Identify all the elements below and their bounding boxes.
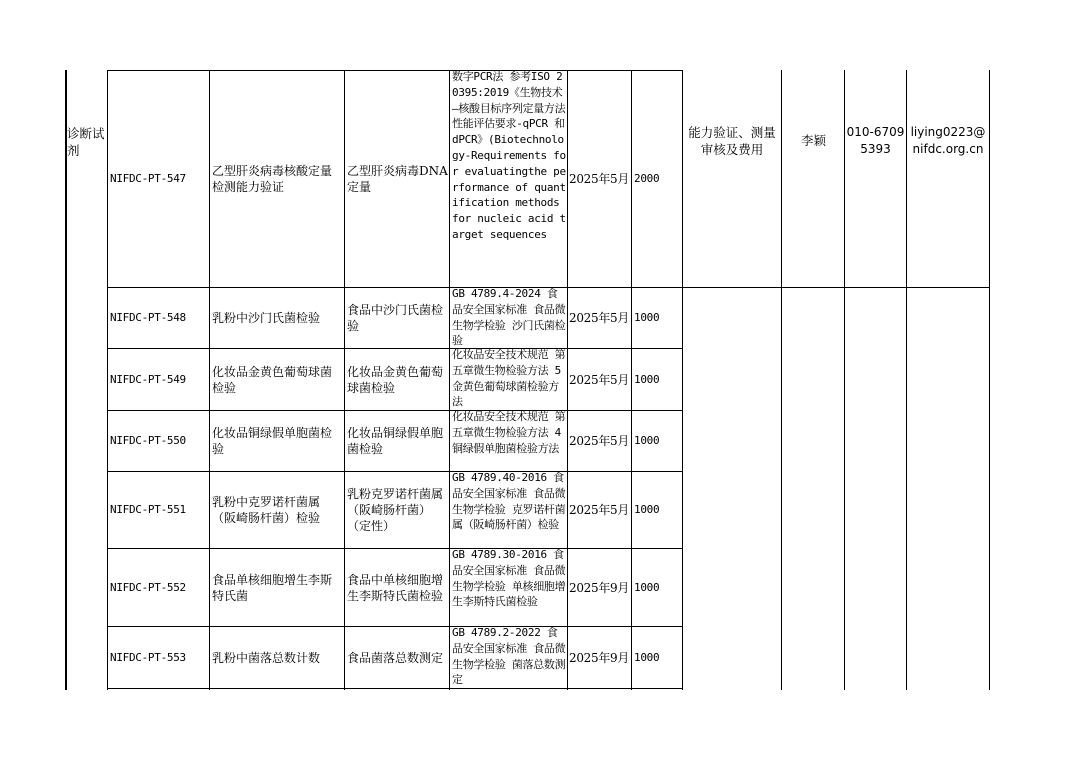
- fee-cell: 1000: [634, 503, 660, 517]
- method-cell: GB 4789.4-2024 食品安全国家标准 食品微生物学检验 沙门氏菌检验: [452, 287, 566, 348]
- contact-cell: [783, 132, 844, 149]
- date-cell: 2025年5月: [569, 172, 630, 186]
- phone-number: 010-67095393: [846, 125, 905, 156]
- fee-cell: 1000: [634, 434, 660, 448]
- method-cell: 化妆品安全技术规范 第五章微生物检验方法 4 铜绿假单胞菌检验方法: [452, 410, 566, 455]
- code-cell: NIFDC-PT-553: [110, 650, 186, 664]
- fee-cell: 1000: [634, 311, 660, 325]
- contact-name: 李颖: [800, 133, 826, 148]
- item-cell: 食品菌落总数测定: [347, 650, 444, 665]
- code-cell: NIFDC-PT-551: [110, 503, 186, 517]
- date-cell: 2025年5月: [569, 503, 630, 517]
- email-cell: [907, 124, 989, 158]
- phone-cell: [845, 124, 906, 158]
- name-cell: 乳粉中菌落总数计数: [212, 650, 321, 665]
- code-cell: NIFDC-PT-552: [110, 580, 186, 594]
- date-cell: 2025年9月: [569, 580, 630, 595]
- item-cell: 食品中沙门氏菌检验: [347, 303, 444, 333]
- fee-cell: 1000: [634, 650, 660, 664]
- item-cell: 乙型肝炎病毒DNA定量: [347, 164, 448, 194]
- fee-cell: 1000: [634, 372, 660, 386]
- date-cell: 2025年5月: [569, 434, 630, 448]
- name-cell: 食品单核细胞增生李斯特氏菌: [212, 572, 333, 603]
- name-cell: 乳粉中沙门氏菌检验: [212, 311, 321, 325]
- name-cell: 化妆品金黄色葡萄球菌检验: [212, 364, 333, 395]
- name-cell: 化妆品铜绿假单胞菌检验: [212, 426, 333, 456]
- name-cell: 乳粉中克罗诺杆菌属（阪崎肠杆菌）检验: [212, 495, 321, 525]
- date-cell: 2025年5月: [569, 372, 630, 387]
- method-cell: GB 4789.40-2016 食品安全国家标准 食品微生物学检验 克罗诺杆菌属（阪崎肠杆菌）检验: [452, 471, 566, 532]
- method-cell: 化妆品安全技术规范 第五章微生物检验方法 5 金黄色葡萄球菌检验方法: [452, 348, 566, 409]
- date-cell: 2025年5月: [569, 311, 630, 325]
- category-label: 诊断试剂: [67, 126, 105, 158]
- category-cell: [67, 125, 107, 159]
- item-cell: 化妆品金黄色葡萄球菌检验: [347, 364, 444, 395]
- method-cell: 数字PCR法 参考ISO 20395:2019《生物技术—核酸目标序列定量方法性能评估要求-qPCR 和dPCR》(Biotechnology-Requirements for evaluatingthe performance of quantification methods for nucleic acid target sequences: [452, 70, 566, 241]
- code-cell: NIFDC-PT-550: [110, 434, 186, 448]
- item-cell: 食品中单核细胞增生李斯特氏菌检验: [347, 572, 444, 603]
- email-address: liying0223@nifdc.org.cn: [910, 125, 986, 156]
- code-cell: NIFDC-PT-548: [110, 311, 186, 325]
- item-cell: 化妆品铜绿假单胞菌检验: [347, 426, 444, 456]
- fee-cell: 1000: [634, 580, 660, 594]
- name-cell: 乙型肝炎病毒核酸定量检测能力验证: [212, 164, 333, 194]
- item-cell: 乳粉克罗诺杆菌属（阪崎肠杆菌）（定性）: [347, 487, 444, 533]
- code-cell: NIFDC-PT-549: [110, 372, 186, 386]
- code-cell: NIFDC-PT-547: [110, 172, 186, 186]
- scope-cell: [684, 124, 780, 158]
- scope-label: 能力验证、测量审核及费用: [688, 125, 776, 157]
- method-cell: GB 4789.2-2022 食品安全国家标准 食品微生物学检验 菌落总数测定: [452, 626, 566, 687]
- method-cell: GB 4789.30-2016 食品安全国家标准 食品微生物学检验 单核细胞增生李斯特氏菌检验: [452, 548, 566, 609]
- fee-cell: 2000: [634, 172, 660, 186]
- date-cell: 2025年9月: [569, 650, 630, 665]
